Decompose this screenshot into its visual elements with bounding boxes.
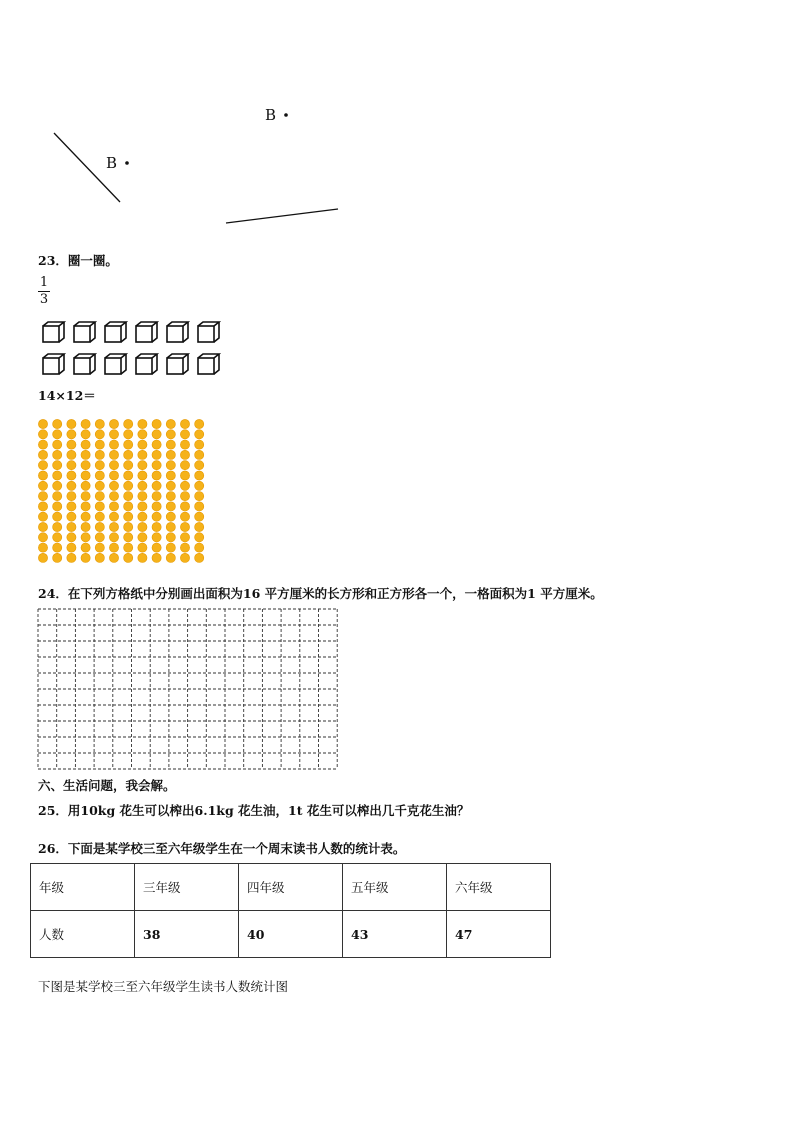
orange-dot — [195, 450, 204, 459]
orange-dot — [124, 419, 133, 428]
orange-dot — [180, 419, 189, 428]
orange-dot — [195, 430, 204, 439]
orange-dot — [138, 419, 147, 428]
orange-dot — [53, 553, 62, 562]
orange-dot — [166, 512, 175, 521]
table-cell: 人数 — [31, 911, 135, 958]
orange-dot — [53, 502, 62, 511]
orange-dot — [38, 533, 47, 542]
orange-dot — [166, 450, 175, 459]
cube-icon — [166, 353, 190, 375]
orange-dot — [138, 492, 147, 501]
orange-dot — [152, 502, 161, 511]
orange-dot — [124, 492, 133, 501]
orange-dot — [95, 512, 104, 521]
orange-dot — [180, 522, 189, 531]
orange-dot — [38, 450, 47, 459]
orange-dot — [138, 471, 147, 480]
orange-dot — [109, 492, 118, 501]
orange-dot — [152, 481, 161, 490]
orange-dot — [124, 533, 133, 542]
orange-dot — [152, 522, 161, 531]
orange-dot — [138, 553, 147, 562]
cube-icon — [42, 353, 66, 375]
orange-dot — [152, 450, 161, 459]
orange-dot — [67, 481, 76, 490]
orange-dot — [138, 440, 147, 449]
q23-title: 23．圈一圈。 — [38, 253, 118, 268]
orange-dot — [124, 461, 133, 470]
orange-dot — [180, 481, 189, 490]
orange-dot — [38, 492, 47, 501]
orange-dot — [38, 440, 47, 449]
orange-dot — [67, 419, 76, 428]
orange-dot — [81, 502, 90, 511]
orange-dot — [67, 461, 76, 470]
orange-dot — [180, 492, 189, 501]
orange-dot — [109, 553, 118, 562]
orange-dot — [152, 471, 161, 480]
cube-icon — [135, 353, 159, 375]
orange-dot — [166, 502, 175, 511]
orange-dot — [124, 553, 133, 562]
point-b-top-dot — [284, 113, 288, 117]
orange-dot — [109, 430, 118, 439]
table-cell: 年级 — [31, 864, 135, 911]
orange-dot — [152, 461, 161, 470]
orange-dot — [180, 502, 189, 511]
orange-dot — [195, 512, 204, 521]
orange-dot — [195, 419, 204, 428]
dot-array — [36, 417, 212, 567]
orange-dot — [53, 481, 62, 490]
orange-dot — [124, 522, 133, 531]
orange-dot — [124, 481, 133, 490]
orange-dot — [81, 419, 90, 428]
square-grid-paper — [37, 608, 341, 772]
orange-dot — [67, 471, 76, 480]
orange-dot — [109, 419, 118, 428]
orange-dot — [195, 481, 204, 490]
orange-dot — [81, 543, 90, 552]
orange-dot — [138, 512, 147, 521]
orange-dot — [81, 450, 90, 459]
orange-dot — [81, 481, 90, 490]
orange-dot — [138, 522, 147, 531]
orange-dot — [67, 553, 76, 562]
orange-dot — [195, 522, 204, 531]
orange-dot — [166, 533, 175, 542]
orange-dot — [53, 471, 62, 480]
orange-dot — [38, 553, 47, 562]
table-cell: 38 — [135, 911, 239, 958]
orange-dot — [95, 419, 104, 428]
orange-dot — [152, 553, 161, 562]
orange-dot — [95, 553, 104, 562]
orange-dot — [81, 440, 90, 449]
orange-dot — [166, 481, 175, 490]
orange-dot — [38, 481, 47, 490]
orange-dot — [195, 471, 204, 480]
orange-dot — [67, 440, 76, 449]
orange-dot — [95, 471, 104, 480]
orange-dot — [166, 522, 175, 531]
orange-dot — [38, 502, 47, 511]
orange-dot — [81, 553, 90, 562]
orange-dot — [67, 533, 76, 542]
orange-dot — [124, 543, 133, 552]
table-cell: 43 — [343, 911, 447, 958]
table-cell: 四年级 — [239, 864, 343, 911]
table-cell: 六年级 — [447, 864, 551, 911]
reading-stats-table — [30, 863, 551, 958]
orange-dot — [138, 481, 147, 490]
cube-icon — [104, 321, 128, 343]
orange-dot — [180, 461, 189, 470]
orange-dot — [81, 471, 90, 480]
orange-dot — [180, 543, 189, 552]
orange-dot — [53, 450, 62, 459]
orange-dot — [67, 543, 76, 552]
orange-dot — [195, 543, 204, 552]
q24-title: 24．在下列方格纸中分别画出面积为16 平方厘米的长方形和正方形各一个，一格面积为1 平方厘米。 — [38, 586, 603, 601]
orange-dot — [67, 450, 76, 459]
orange-dot — [67, 522, 76, 531]
orange-dot — [138, 430, 147, 439]
fraction-one-third — [38, 276, 50, 307]
orange-dot — [180, 430, 189, 439]
cube-icon — [42, 321, 66, 343]
fraction-numerator: 1 — [39, 275, 49, 290]
orange-dot — [138, 450, 147, 459]
orange-dot — [53, 440, 62, 449]
point-b-left-dot — [125, 161, 129, 165]
table-row — [31, 911, 551, 958]
orange-dot — [166, 461, 175, 470]
orange-dot — [180, 512, 189, 521]
q23-expression: 14×12＝ — [38, 388, 96, 403]
orange-dot — [67, 492, 76, 501]
orange-dot — [180, 553, 189, 562]
orange-dot — [152, 440, 161, 449]
orange-dot — [95, 543, 104, 552]
orange-dot — [81, 430, 90, 439]
orange-dot — [152, 430, 161, 439]
orange-dot — [38, 461, 47, 470]
orange-dot — [67, 512, 76, 521]
orange-dot — [166, 471, 175, 480]
orange-dot — [109, 461, 118, 470]
orange-dot — [67, 430, 76, 439]
orange-dot — [195, 502, 204, 511]
orange-dot — [95, 450, 104, 459]
table-cell: 40 — [239, 911, 343, 958]
orange-dot — [166, 440, 175, 449]
orange-dot — [138, 533, 147, 542]
geometry-figure — [0, 0, 794, 240]
point-label-b-top: B — [265, 106, 277, 124]
orange-dot — [53, 461, 62, 470]
orange-dot — [81, 533, 90, 542]
orange-dot — [53, 522, 62, 531]
orange-dot — [38, 512, 47, 521]
q26-title: 26．下面是某学校三至六年级学生在一个周末读书人数的统计表。 — [38, 841, 406, 856]
orange-dot — [95, 502, 104, 511]
orange-dot — [109, 440, 118, 449]
chart-caption: 下图是某学校三至六年级学生读书人数统计图 — [38, 979, 289, 994]
orange-dot — [81, 512, 90, 521]
cube-icon — [104, 353, 128, 375]
orange-dot — [95, 492, 104, 501]
orange-dot — [53, 543, 62, 552]
orange-dot — [124, 502, 133, 511]
orange-dot — [166, 492, 175, 501]
orange-dot — [95, 522, 104, 531]
orange-dot — [124, 430, 133, 439]
line-segment-bottom — [226, 209, 338, 223]
cube-icon — [166, 321, 190, 343]
orange-dot — [109, 502, 118, 511]
cube-icon — [197, 321, 221, 343]
orange-dot — [124, 512, 133, 521]
orange-dot — [152, 543, 161, 552]
orange-dot — [180, 450, 189, 459]
orange-dot — [95, 440, 104, 449]
orange-dot — [67, 502, 76, 511]
orange-dot — [152, 492, 161, 501]
section-6-title: 六、生活问题，我会解。 — [38, 778, 176, 793]
table-cell: 三年级 — [135, 864, 239, 911]
orange-dot — [95, 461, 104, 470]
orange-dot — [38, 522, 47, 531]
orange-dot — [38, 471, 47, 480]
orange-dot — [109, 471, 118, 480]
orange-dot — [95, 533, 104, 542]
orange-dot — [109, 522, 118, 531]
orange-dot — [195, 461, 204, 470]
fraction-denominator: 3 — [39, 292, 49, 307]
orange-dot — [166, 430, 175, 439]
orange-dot — [81, 492, 90, 501]
orange-dot — [180, 440, 189, 449]
orange-dot — [195, 440, 204, 449]
orange-dot — [95, 481, 104, 490]
orange-dot — [38, 543, 47, 552]
orange-dot — [124, 471, 133, 480]
orange-dot — [109, 481, 118, 490]
orange-dot — [81, 461, 90, 470]
orange-dot — [95, 430, 104, 439]
orange-dot — [166, 419, 175, 428]
orange-dot — [124, 450, 133, 459]
cube-icon — [135, 321, 159, 343]
orange-dot — [180, 533, 189, 542]
orange-dot — [138, 461, 147, 470]
orange-dot — [180, 471, 189, 480]
orange-dot — [53, 512, 62, 521]
orange-dot — [138, 543, 147, 552]
orange-dot — [53, 492, 62, 501]
orange-dot — [152, 419, 161, 428]
cube-icon — [73, 321, 97, 343]
orange-dot — [195, 533, 204, 542]
orange-dot — [109, 543, 118, 552]
orange-dot — [81, 522, 90, 531]
orange-dot — [53, 419, 62, 428]
orange-dot — [195, 553, 204, 562]
orange-dot — [38, 419, 47, 428]
q25-title: 25．用10kg 花生可以榨出6.1kg 花生油，1t 花生可以榨出几千克花生油？ — [38, 803, 470, 818]
point-label-b-left: B — [106, 154, 118, 172]
cube-icon — [197, 353, 221, 375]
orange-dot — [53, 533, 62, 542]
orange-dot — [109, 512, 118, 521]
orange-dot — [38, 430, 47, 439]
orange-dot — [124, 440, 133, 449]
orange-dot — [138, 502, 147, 511]
table-cell: 五年级 — [343, 864, 447, 911]
orange-dot — [152, 533, 161, 542]
table-cell: 47 — [447, 911, 551, 958]
orange-dot — [53, 430, 62, 439]
orange-dot — [152, 512, 161, 521]
orange-dot — [109, 533, 118, 542]
orange-dot — [195, 492, 204, 501]
orange-dot — [166, 553, 175, 562]
orange-dot — [166, 543, 175, 552]
orange-dot — [109, 450, 118, 459]
table-header-row — [31, 864, 551, 911]
cube-icon — [73, 353, 97, 375]
